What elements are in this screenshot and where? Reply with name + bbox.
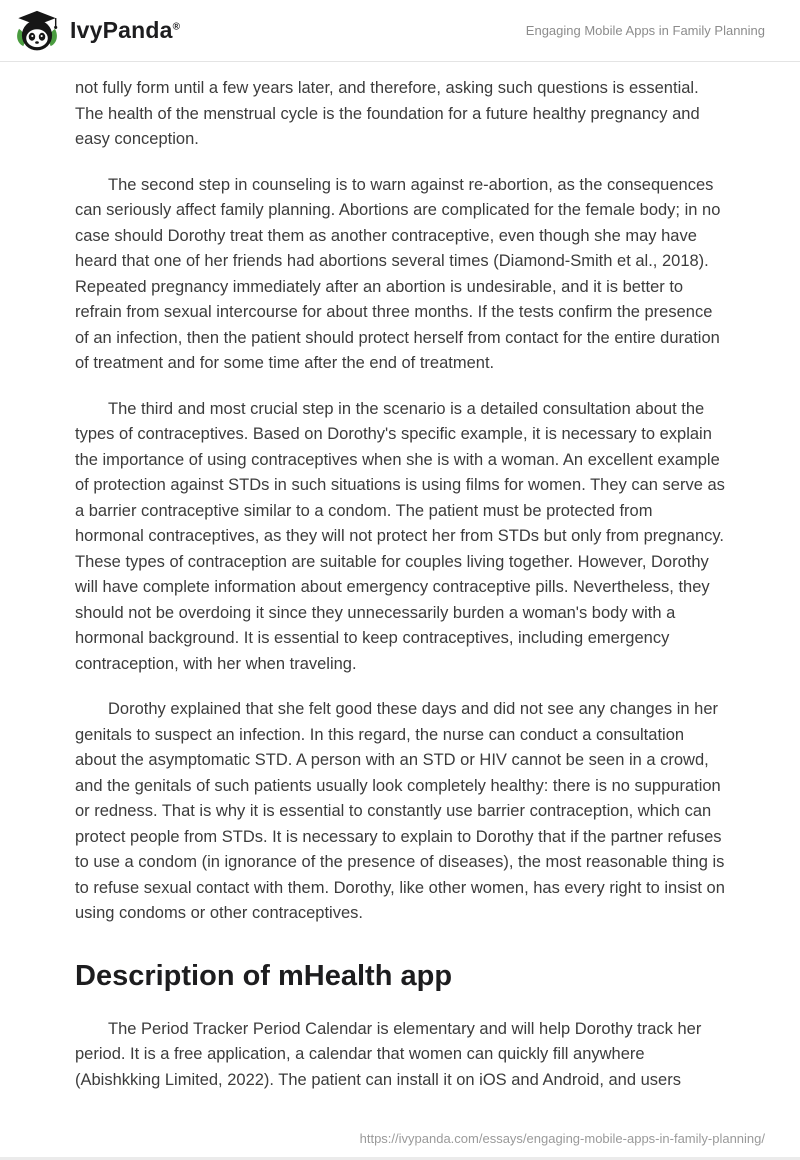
registered-trademark-symbol: ® — [172, 21, 181, 33]
brand-name-text: IvyPanda — [70, 17, 173, 43]
panda-graduate-icon — [14, 8, 60, 54]
paragraph: The third and most crucial step in the scenario is a detailed consultation about the types of contraceptives. Based on Dorothy's specific example, it is necessary to explain the importance of using contraceptives when she is with a woman. An excellent example of protection against STDs in such situations is using films for women. They can serve as a barrier contraceptive similar to a condom. The patient must be protected from hormonal contraceptives, as they will not protect her from STDs but only from pregnancy. These types of contraception are suitable for couples living together. However, Dorothy will have complete information about emergency contraceptive pills. Nevertheless, they should not be overdoing it since they unnecessarily burden a woman's body with a hormonal background. It is essential to keep contraceptives, including emergency contraception, with her when traveling. — [75, 399, 725, 673]
paragraph: not fully form until a few years later, and therefore, asking such questions is essential. The health of the menstrual cycle is the foundation for a future healthy pregnancy and easy conception. — [75, 79, 700, 148]
ivypanda-logo[interactable] — [14, 8, 180, 54]
page-footer — [360, 1131, 765, 1146]
paragraph: The second step in counseling is to warn against re-abortion, as the consequences can seriously affect family planning. Abortions are complicated for the female body; in no case should Dorothy treat them as another contraceptive, even though she may have heard that one of her friends had abortions several times (Diamond-Smith et al., 2018). Repeated pregnancy immediately after an abortion is undesirable, and it is better to refrain from sexual intercourse for about three months. If the tests confirm the presence of an infection, then the patient should protect herself from contact for the entire duration of treatment and for some time after the end of treatment. — [75, 175, 721, 372]
page-header — [0, 0, 800, 62]
section-heading: Description of mHealth app — [75, 959, 453, 992]
article-content — [0, 62, 800, 1093]
source-url-link[interactable]: https://ivypanda.com/essays/engaging-mobile-apps-in-family-planning/ — [359, 1131, 765, 1146]
paragraph: Dorothy explained that she felt good these days and did not see any changes in her genitals to suspect an infection. In this regard, the nurse can conduct a consultation about the asymptomatic STD. A person with an STD or HIV cannot be seen in a crowd, and the genitals of such patients usually look completely healthy: there is no suppuration or redness. That is why it is essential to constantly use barrier contraception, which can protect people from STDs. It is necessary to explain to Dorothy that if the partner refuses to use a condom (in ignorance of the presence of diseases), the most reasonable thing is to refuse sexual contact with them. Dorothy, like other women, has every right to insist on using condoms or other contraceptives. — [75, 700, 725, 922]
paragraph: The Period Tracker Period Calendar is elementary and will help Dorothy track her period. It is a free application, a calendar that women can quickly fill anywhere (Abishkking Limited, 2022). The patient can install it on iOS and Android, and users — [75, 1019, 702, 1089]
brand-name — [70, 17, 180, 44]
document-title: Engaging Mobile Apps in Family Planning — [525, 23, 765, 38]
